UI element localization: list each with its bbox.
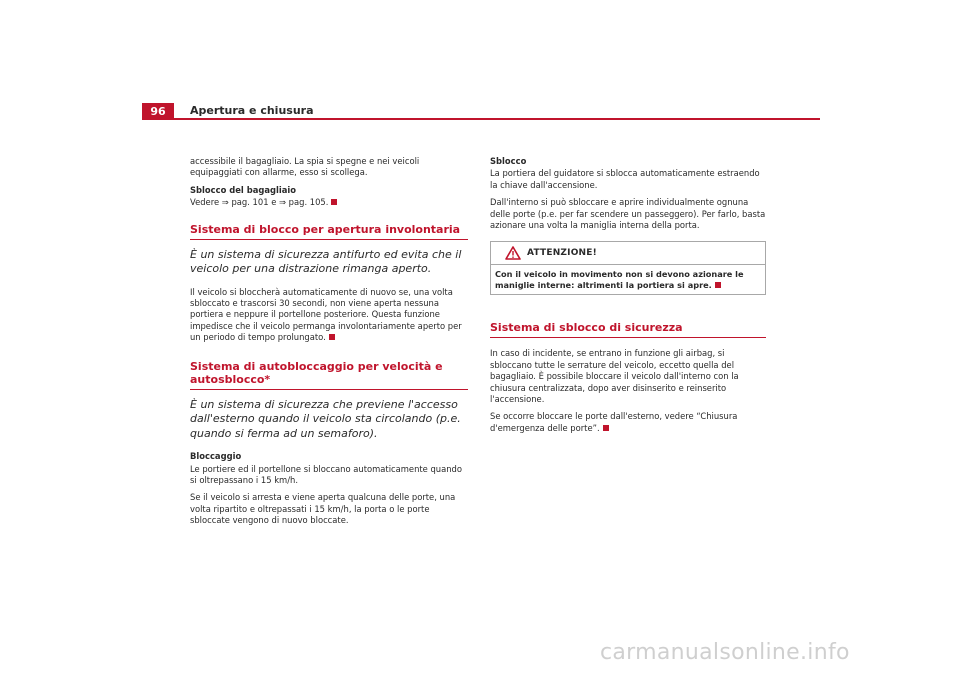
end-of-section-icon: [715, 282, 721, 288]
right-column: [490, 156, 766, 440]
end-of-section-icon: [603, 425, 609, 431]
warning-title: ATTENZIONE!: [527, 247, 597, 258]
sblocco-paragraph2: Dall'interno si può sbloccare e aprire individualmente ognuna delle porte (p.e. per far scendere un passeggero). Per farlo, basta azionare una volta la maniglia interna della porta.: [490, 197, 766, 231]
intro-text: accessibile il bagagliaio. La spia si spegne e nei veicoli equipaggiati con allarme, esso si scollega.: [190, 156, 420, 178]
section-body-paragraph: [190, 287, 468, 344]
end-of-section-icon: [329, 334, 335, 340]
section-lead-autobloccaggio: È un sistema di sicurezza che previene l'accesso dall'esterno quando il veicolo sta circolando (p.e. quando si ferma ad un semaforo).: [190, 397, 461, 440]
page-number: 96: [142, 103, 174, 119]
bloccaggio-heading: Bloccaggio: [190, 451, 242, 462]
bloccaggio-paragraph2: Se il veicolo si arresta e viene aperta qualcuna delle porte, una volta ripartito e oltrepassati i 15 km/h, la porta o le porte sbloccate vengono di nuovo bloccate.: [190, 492, 456, 526]
header-title: Apertura e chiusura: [190, 104, 314, 117]
sblocco-sicurezza-paragraph2: Se occorre bloccare le porte dall'esterno, vedere “Chiusura d'emergenza delle porte”.: [490, 411, 738, 433]
sblocco-bagagliaio-heading: Sblocco del bagagliaio: [190, 184, 297, 195]
warning-triangle-icon: [505, 246, 521, 260]
warning-header: [491, 242, 765, 265]
sblocco-sicurezza-paragraph1: In caso di incidente, se entrano in funzione gli airbag, si sbloccano tutte le serrature del veicolo, eccetto quella del bagagliaio. È possibile bloccare il veicolo dall'interno con la chiusura centralizzata, dopo aver disinserito e reinserito l'accensione.: [490, 348, 739, 405]
section-title-sblocco-sicurezza: Sistema di sblocco di sicurezza: [490, 321, 766, 338]
sblocco-bagagliaio-paragraph: [190, 197, 468, 208]
header-rule: [142, 118, 820, 120]
sblocco-text: La portiera del guidatore si sblocca automaticamente estraendo la chiave dall'accensione.: [490, 168, 760, 190]
sblocco-sicurezza-paragraph2-wrap: [490, 411, 766, 434]
section-body-blocco-involontario: Il veicolo si bloccherà automaticamente di nuovo se, una volta sbloccato e trascorsi 30 secondi, non viene aperta nessuna portiera e neppure il portellone posteriore. Questa funzione impedisce che il veicolo permanga involontariamente aperto per un periodo di tempo prolungato.: [190, 286, 462, 343]
warning-text: Con il veicolo in movimento non si devono azionare le maniglie interne: altrimenti la portiera si apre.: [495, 269, 744, 291]
watermark: carmanualsonline.info: [600, 640, 850, 665]
warning-body: [491, 265, 765, 294]
section-title-blocco-involontario: Sistema di blocco per apertura involontaria: [190, 223, 468, 240]
end-of-section-icon: [331, 199, 337, 205]
bloccaggio-text: Le portiere ed il portellone si bloccano automaticamente quando si oltrepassano i 15 km/h.: [190, 463, 462, 485]
left-column: [190, 156, 468, 533]
warning-box: [490, 241, 766, 295]
sblocco-heading: Sblocco: [490, 156, 527, 166]
section-lead-blocco-involontario: È un sistema di sicurezza antifurto ed evita che il veicolo per una distrazione rimanga aperto.: [190, 247, 462, 276]
section-title-autobloccaggio: Sistema di autobloccaggio per velocità e autosblocco*: [190, 360, 468, 390]
sblocco-bagagliaio-text: Vedere ⇒ pag. 101 e ⇒ pag. 105.: [190, 197, 329, 208]
